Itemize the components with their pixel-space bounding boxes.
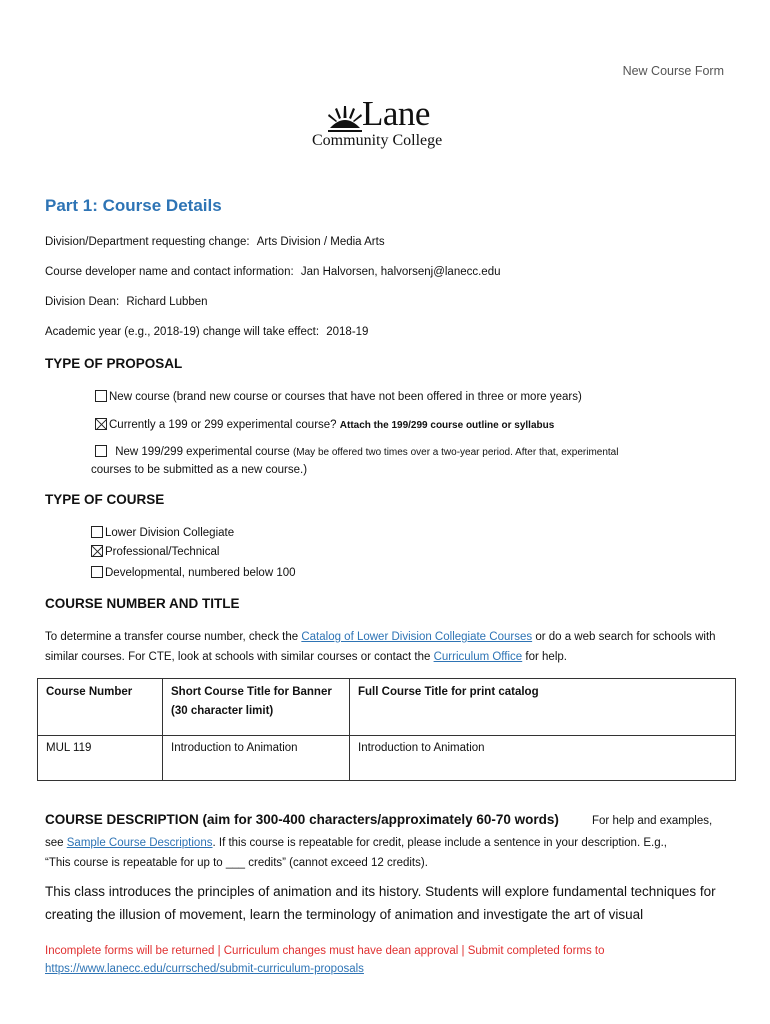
cell-course-number[interactable]: MUL 119: [38, 736, 163, 781]
course-option-lower-division: [91, 526, 234, 539]
developer-field: [45, 266, 501, 278]
option-label: New 199/299 experimental course: [115, 446, 290, 458]
checkbox-new-experimental[interactable]: [95, 445, 107, 457]
catalog-link[interactable]: Catalog of Lower Division Collegiate Courses: [301, 631, 533, 643]
option-label: New course (brand new course or courses that have not been offered in three or more years): [109, 391, 582, 403]
cell-short-title[interactable]: Introduction to Animation: [163, 736, 350, 781]
type-of-course-heading: TYPE OF COURSE: [45, 492, 165, 507]
type-of-proposal-heading: TYPE OF PROPOSAL: [45, 356, 183, 371]
option-label: Professional/Technical: [105, 546, 220, 558]
option-label: Developmental, numbered below 100: [105, 567, 296, 579]
proposal-option-experimental: [95, 418, 554, 431]
footer-notice: [45, 942, 735, 978]
course-description-body[interactable]: This class introduces the principles of animation and its history. Students will explore fundamental techniques for creating the illusion of movement, learn the terminology of animation and investigate the art of visual: [45, 884, 716, 922]
header-short-title: Short Course Title for Banner (30 character limit): [163, 679, 350, 736]
year-value[interactable]: 2018-19: [326, 326, 369, 338]
dean-field: [45, 296, 208, 308]
part-title: Part 1: Course Details: [45, 196, 222, 215]
option-note: (May be offered two times over a two-year period. After that, experimental: [292, 447, 619, 458]
dean-value[interactable]: Richard Lubben: [126, 296, 208, 308]
checkbox-experimental[interactable]: [95, 418, 107, 430]
checkbox-lower-division[interactable]: [91, 526, 103, 538]
option-continuation: courses to be submitted as a new course.): [91, 464, 308, 476]
course-description-heading: COURSE DESCRIPTION (aim for 300-400 characters/approximately 60-70 words): [45, 812, 559, 827]
course-description-instructions: see Sample Course Descriptions. If this course is repeatable for credit, please include a sentence in your description. E.g., “This course is repeatable for up to ___ credits” (cannot exceed 12 credits).: [45, 837, 667, 869]
year-field: [45, 326, 368, 338]
option-label: Lower Division Collegiate: [105, 527, 235, 539]
course-description-help: For help and examples,: [592, 815, 713, 827]
college-logo: [312, 96, 462, 156]
checkbox-developmental[interactable]: [91, 566, 103, 578]
submit-proposals-link[interactable]: https://www.lanecc.edu/currsched/submit-curriculum-proposals: [45, 963, 364, 975]
header-course-number: Course Number: [38, 679, 163, 736]
form-name: New Course Form: [622, 64, 724, 78]
proposal-option-new-course: [95, 390, 582, 403]
option-note: Attach the 199/299 course outline or syllabus: [339, 420, 555, 431]
course-number-title-heading: COURSE NUMBER AND TITLE: [45, 596, 240, 611]
checkbox-new-course[interactable]: [95, 390, 107, 402]
sunrise-logo-icon: [326, 102, 364, 132]
dean-label: Division Dean:: [45, 296, 120, 308]
table-row: [38, 736, 736, 781]
course-table: [37, 678, 736, 781]
proposal-option-new-experimental: [95, 445, 618, 458]
sample-descriptions-link[interactable]: Sample Course Descriptions: [66, 837, 213, 849]
developer-label: Course developer name and contact information:: [45, 266, 294, 278]
division-field: [45, 236, 385, 248]
curriculum-office-link[interactable]: Curriculum Office: [433, 651, 523, 663]
header-full-title: Full Course Title for print catalog: [350, 679, 736, 736]
logo-wordmark: Lane: [362, 94, 430, 133]
option-label: Currently a 199 or 299 experimental course?: [109, 419, 337, 431]
logo-subtitle: Community College: [312, 132, 443, 149]
course-option-developmental: [91, 566, 296, 579]
table-header-row: [38, 679, 736, 736]
developer-value[interactable]: Jan Halvorsen, halvorsenj@lanecc.edu: [300, 266, 501, 278]
year-label: Academic year (e.g., 2018-19) change will take effect:: [45, 326, 320, 338]
checkbox-professional[interactable]: [91, 545, 103, 557]
footer-text: Incomplete forms will be returned | Curriculum changes must have dean approval | Submit completed forms to: [45, 945, 605, 957]
course-number-instructions: To determine a transfer course number, check the Catalog of Lower Division Collegiate Courses or do a web search for schools with similar courses. For CTE, look at schools with similar courses or contact the Curriculum Office for help.: [45, 631, 716, 663]
cell-full-title[interactable]: Introduction to Animation: [350, 736, 736, 781]
division-label: Division/Department requesting change:: [45, 236, 250, 248]
division-value[interactable]: Arts Division / Media Arts: [256, 236, 385, 248]
course-option-professional: [91, 545, 219, 558]
